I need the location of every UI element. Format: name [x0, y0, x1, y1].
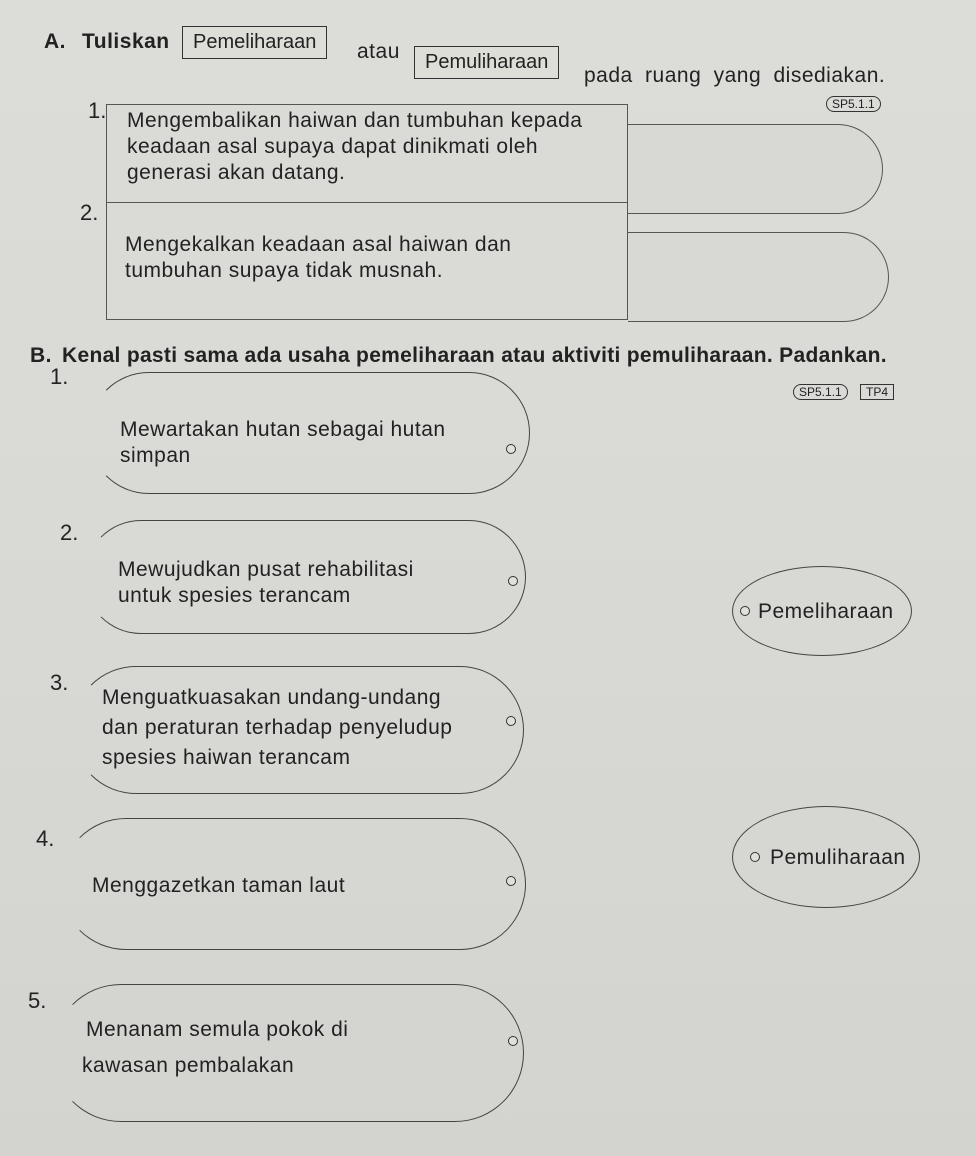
b-item-4-line-1: Menggazetkan taman laut [92, 874, 346, 897]
b-item-2-match-dot[interactable] [508, 576, 518, 586]
b-item-3-number: 3. [50, 670, 69, 695]
b-item-4-number: 4. [36, 826, 55, 851]
tp-tag-b: TP4 [860, 384, 894, 400]
b-item-3-line-1: Menguatkuasakan undang-undang [102, 686, 442, 709]
a-item-2-answer-box[interactable] [628, 232, 889, 322]
b-item-1-line-1: Mewartakan hutan sebagai hutan [120, 418, 446, 441]
sp-tag-a: SP5.1.1 [826, 96, 881, 112]
b-item-5-line-1: Menanam semula pokok di [86, 1018, 349, 1041]
section-a-instr-2: atau [357, 40, 400, 63]
b-item-5-line-2: kawasan pembalakan [82, 1054, 295, 1077]
b-item-1-line-2: simpan [120, 444, 191, 467]
b-item-3-match-dot[interactable] [506, 716, 516, 726]
b-item-3-line-3: spesies haiwan terancam [102, 746, 351, 769]
section-a-label: A. [44, 30, 66, 53]
section-b-instruction: Kenal pasti sama ada usaha pemeliharaan atau aktiviti pemuliharaan. Padankan. [62, 344, 887, 367]
word-box-pemuliharaan: Pemuliharaan [414, 46, 559, 79]
b-item-5-match-dot[interactable] [508, 1036, 518, 1046]
a-item-1-line-2: keadaan asal supaya dapat dinikmati oleh [127, 135, 539, 158]
b-item-2-line-2: untuk spesies terancam [118, 584, 351, 607]
option-1-match-dot[interactable] [740, 606, 750, 616]
a-item-2-number: 2. [80, 200, 99, 225]
b-item-2-number: 2. [60, 520, 79, 545]
b-item-5-number: 5. [28, 988, 47, 1013]
option-pemeliharaan-label: Pemeliharaan [758, 600, 894, 623]
a-item-2-statement-box [106, 202, 628, 320]
word-box-pemeliharaan: Pemeliharaan [182, 26, 327, 59]
a-item-1-answer-box[interactable] [628, 124, 883, 214]
a-item-2-line-2: tumbuhan supaya tidak musnah. [125, 259, 444, 282]
b-item-4-match-dot[interactable] [506, 876, 516, 886]
option-2-match-dot[interactable] [750, 852, 760, 862]
a-item-1-line-3: generasi akan datang. [127, 161, 346, 184]
a-item-1-statement-box [106, 104, 628, 212]
b-item-3-line-2: dan peraturan terhadap penyeludup [102, 716, 453, 739]
section-a-instr-1: Tuliskan [82, 30, 170, 53]
b-item-2-line-1: Mewujudkan pusat rehabilitasi [118, 558, 414, 581]
a-item-2-line-1: Mengekalkan keadaan asal haiwan dan [125, 233, 512, 256]
sp-tag-b: SP5.1.1 [793, 384, 848, 400]
a-item-1-number: 1. [88, 98, 107, 123]
b-item-1-match-dot[interactable] [506, 444, 516, 454]
section-b-label: B. [30, 344, 52, 367]
section-a-instr-3: pada ruang yang disediakan. [584, 64, 886, 87]
a-item-1-line-1: Mengembalikan haiwan dan tumbuhan kepada [127, 109, 583, 132]
option-pemuliharaan-label: Pemuliharaan [770, 846, 906, 869]
b-item-1-number: 1. [50, 364, 69, 389]
